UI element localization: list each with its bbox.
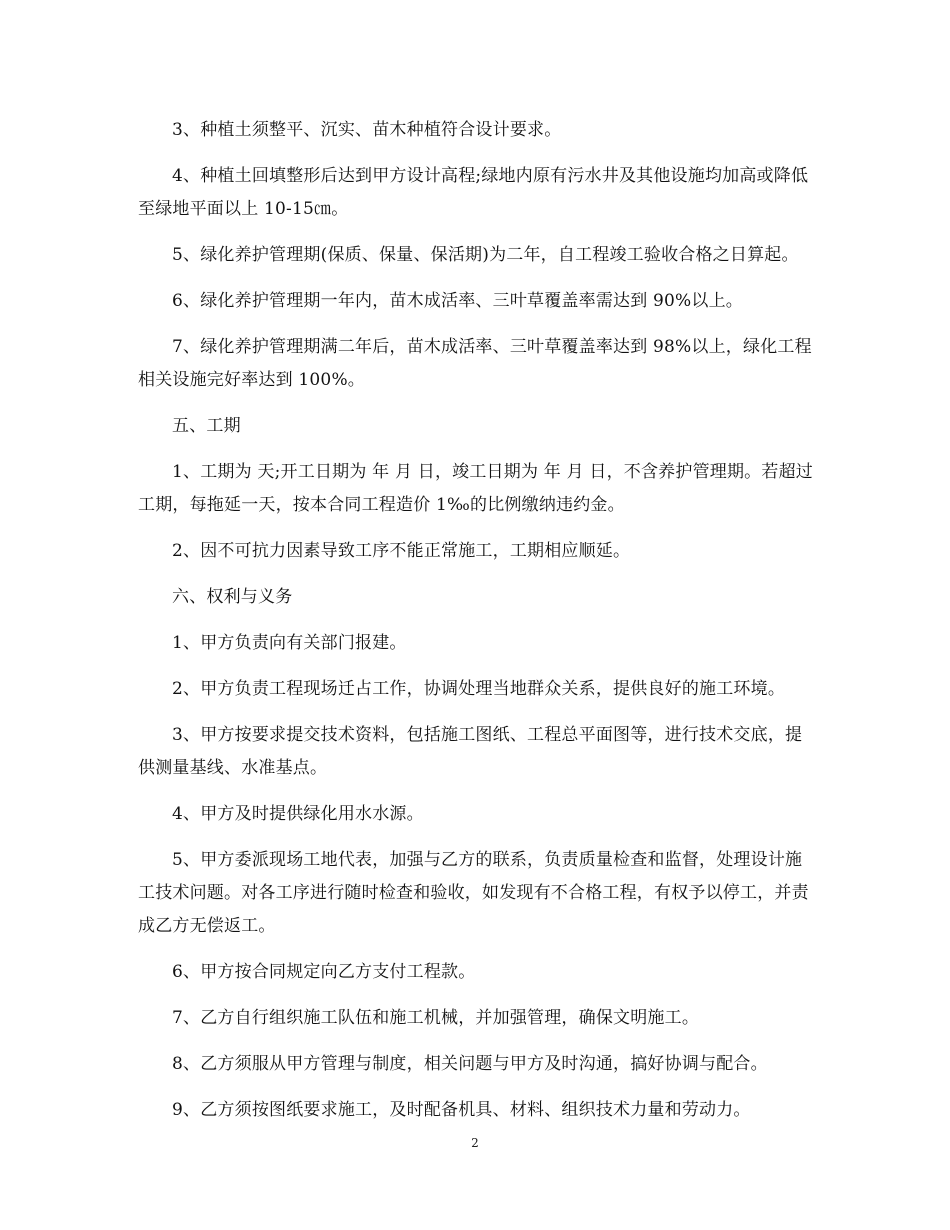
section-heading-schedule: 五、工期 bbox=[172, 416, 241, 436]
paragraph-8: 1、甲方负责向有关部门报建。 bbox=[172, 633, 407, 653]
paragraph-15: 8、乙方须服从甲方管理与制度，相关问题与甲方及时沟通，搞好协调与配合。 bbox=[172, 1054, 768, 1074]
paragraph-14: 7、乙方自行组织施工队伍和施工机械，并加强管理，确保文明施工。 bbox=[172, 1008, 700, 1028]
paragraph-4: 6、绿化养护管理期一年内，苗木成活率、三叶草覆盖率需达到 90%以上。 bbox=[172, 291, 744, 311]
paragraph-7: 2、因不可抗力因素导致工序不能正常施工，工期相应顺延。 bbox=[172, 541, 631, 561]
paragraph-3: 5、绿化养护管理期(保质、保量、保活期)为二年，自工程竣工验收合格之日算起。 bbox=[172, 245, 799, 265]
paragraph-2: 4、种植土回填整形后达到甲方设计高程;绿地内原有污水井及其他设施均加高或降低至绿地平面以上 10-15㎝。 bbox=[138, 166, 809, 219]
paragraph-6: 1、工期为 天;开工日期为 年 月 日，竣工日期为 年 月 日，不含养护管理期。若超过工期，每拖延一天，按本合同工程造价 1‰的比例缴纳违约金。 bbox=[138, 462, 813, 515]
section-heading-rights: 六、权利与义务 bbox=[172, 587, 293, 607]
page-number: 2 bbox=[471, 1136, 479, 1150]
paragraph-16: 9、乙方须按图纸要求施工，及时配备机具、材料、组织技术力量和劳动力。 bbox=[172, 1100, 751, 1120]
paragraph-13: 6、甲方按合同规定向乙方支付工程款。 bbox=[172, 962, 476, 982]
document-body bbox=[138, 114, 814, 1140]
paragraph-1: 3、种植土须整平、沉实、苗木种植符合设计要求。 bbox=[172, 120, 562, 140]
paragraph-12: 5、甲方委派现场工地代表，加强与乙方的联系，负责质量检查和监督，处理设计施工技术问题。对各工序进行随时检查和验收，如发现有不合格工程，有权予以停工，并责成乙方无偿返工。 bbox=[138, 850, 809, 936]
paragraph-9: 2、甲方负责工程现场迁占工作，协调处理当地群众关系，提供良好的施工环境。 bbox=[172, 679, 786, 699]
paragraph-10: 3、甲方按要求提交技术资料，包括施工图纸、工程总平面图等，进行技术交底，提供测量基线、水准基点。 bbox=[138, 725, 803, 778]
paragraph-5: 7、绿化养护管理期满二年后，苗木成活率、三叶草覆盖率达到 98%以上，绿化工程相关设施完好率达到 100%。 bbox=[138, 337, 812, 390]
paragraph-11: 4、甲方及时提供绿化用水水源。 bbox=[172, 804, 424, 824]
